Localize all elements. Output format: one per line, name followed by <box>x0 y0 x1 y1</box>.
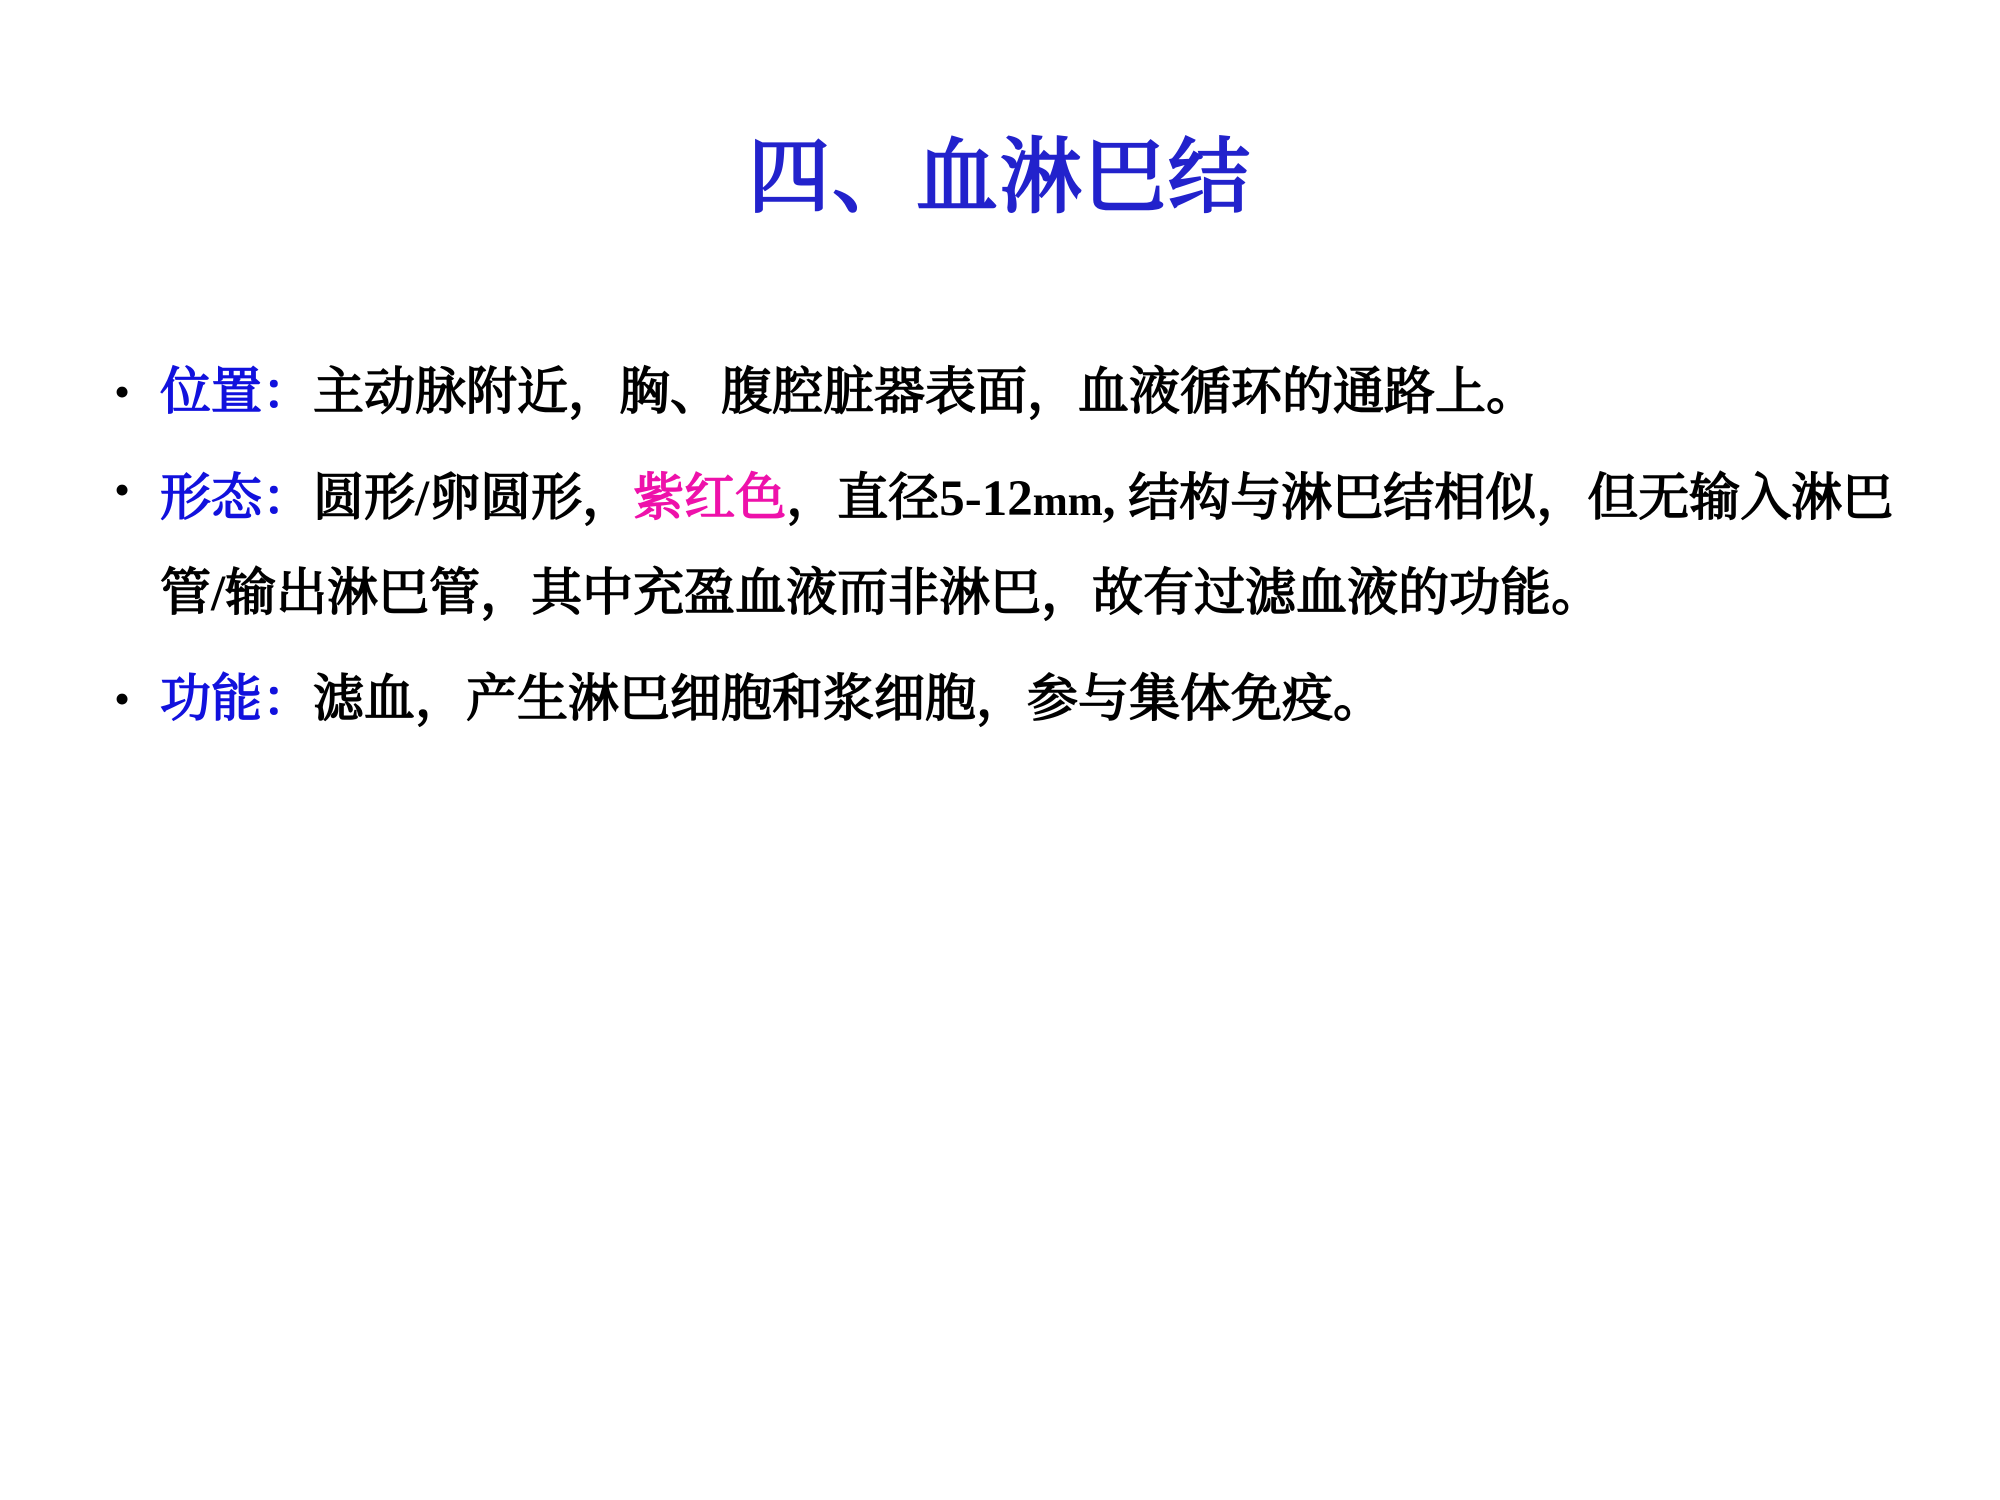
bullet-content-function: 滤血，产生淋巴细胞和浆细胞，参与集体免疫。 <box>313 672 1385 728</box>
page-title: 四、血淋巴结 <box>747 132 1252 223</box>
bullet-label-morphology: 形态： <box>160 471 314 527</box>
bullet-list <box>108 355 1908 760</box>
bullet-point-icon: • <box>114 464 131 515</box>
list-item <box>108 453 1908 640</box>
bullet-text-location <box>160 355 1908 431</box>
bullet-label-function: 功能： <box>160 672 314 728</box>
bullet-measure-unit: mm <box>1032 479 1103 525</box>
bullet-content-location: 主动脉附近，胸、腹腔脏器表面，血液循环的通路上。 <box>313 365 1538 421</box>
bullet-measure-value: 5-12 <box>939 471 1033 527</box>
list-item <box>108 355 1908 431</box>
bullet-highlight-color-term: 紫红色 <box>633 471 787 527</box>
bullet-text-function <box>160 662 1908 738</box>
bullet-point-icon: • <box>114 366 131 417</box>
bullet-content-morphology-mid: ，直径 <box>786 471 940 527</box>
bullet-label-location: 位置： <box>160 365 314 421</box>
bullet-content-morphology-after: , 结构与淋巴结相似，但无输入淋巴管/输出淋巴管，其中充盈血液而非淋巴，故有过滤血液的功能。 <box>160 471 1894 622</box>
bullet-text-morphology <box>160 453 1908 640</box>
bullet-content-morphology-before: 圆形/卵圆形， <box>313 471 634 527</box>
list-item <box>108 662 1908 738</box>
bullet-point-icon: • <box>114 673 131 724</box>
